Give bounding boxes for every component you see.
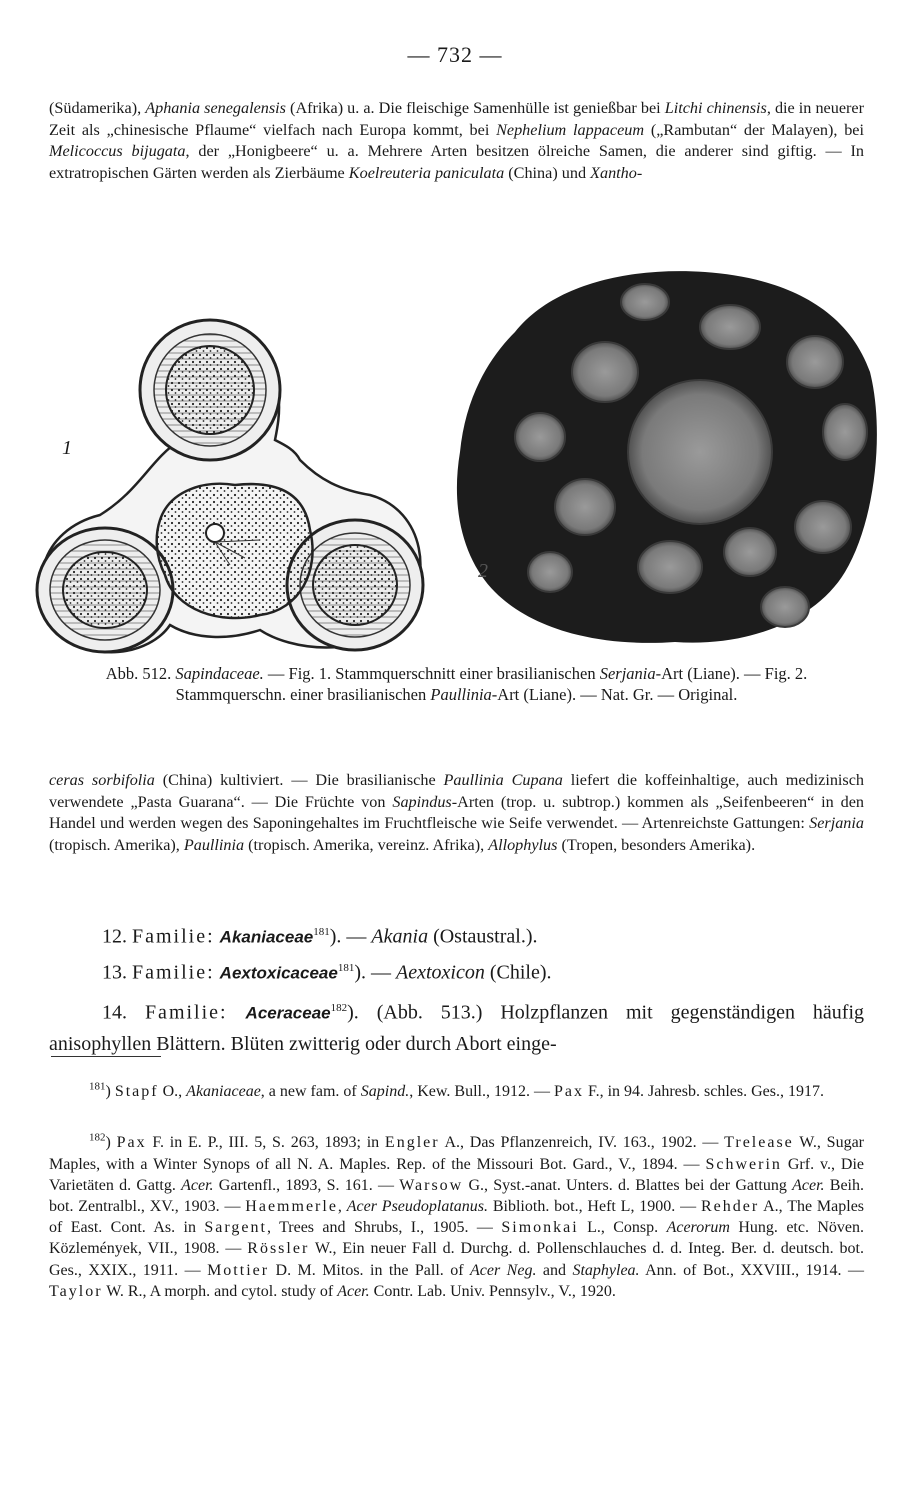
text-run: („Rambutan“ der Malayen), bei [644,120,864,139]
text-run: Mottier [207,1261,270,1279]
italic-term: Acer Neg. [470,1261,537,1279]
text-run: F. in E. P., III. 5, S. 263, 1893; in [146,1134,385,1152]
family-13-word: Familie: [132,961,215,984]
text-run: , Trees and Shrubs, I., 1905. — [266,1219,502,1237]
text-run: Haemmerle [245,1197,338,1215]
text-run: Stapf [114,1083,159,1101]
text-run: (tropisch. Amerika, vereinz. Afrika), [244,835,489,854]
text-run: Rössler [247,1240,310,1258]
text-run: Trelease [724,1134,794,1152]
italic-term: Koelreuteria paniculata [348,163,505,182]
footnote-rule [51,1056,161,1057]
top-paragraph-text [49,99,864,182]
text-run: , die in neuerer Zeit als „chinesische Pflaume“ vielfach nach Europa kommt, bei [49,99,864,139]
text-run: Schwerin [705,1155,782,1173]
text-run: Pax [553,1083,584,1101]
text-run: Engler [384,1134,440,1152]
family-12-word: Familie: [132,925,215,948]
figure-label-1: 1 [62,437,72,459]
text-run: — Fig. 1. Stammquerschnitt einer brasilianischen [263,664,600,683]
italic-term: Litchi chinensis [664,99,767,117]
text-run: Biblioth. bot., Heft L, 1900. — [488,1197,701,1215]
page-number: — 732 — [407,42,503,67]
italic-term: Acerorum [666,1219,730,1237]
text-run: D. M. Mitos. in the Pall. of [269,1261,471,1279]
text-run: Hung. etc. Növen. Közlemények, VII., 1908. — [49,1219,865,1258]
footnote-182 [49,1128,864,1302]
family-13-footnote-ref: 181 [337,962,355,974]
text-run: Taylor [49,1282,103,1300]
text-run: Gartenfl., 1893, S. 161. — [213,1176,400,1194]
text-run: (China) kultiviert. — Die brasilianische [154,771,444,789]
family-13-region: (Chile). [484,961,552,984]
text-run: -Art (Liane). — Fig. 2. Stammquerschn. einer brasilianischen [175,664,808,704]
mid-paragraph [49,770,864,856]
family-14-word: Familie: [144,1001,228,1024]
italic-term: Sapindaceae. [175,664,264,683]
text-run: L., Consp. [578,1219,667,1237]
italic-term: Acer Pseudoplatanus. [346,1197,489,1215]
italic-term: Paullinia [183,835,245,854]
italic-term: Acer. [792,1176,825,1194]
text-run: Rehder [700,1197,760,1215]
italic-term: Xantho- [590,163,643,182]
text-run: (Südamerika), [49,99,146,117]
text-run: and [536,1261,573,1279]
text-run: F., in 94. Jahresb. schles. Ges., 1917. [583,1083,824,1101]
family-14-paragraph [49,993,864,1059]
family-12-name: Akaniaceae [219,927,314,947]
text-run: A., The Maples of East. Cont. As. in [49,1197,865,1237]
footnote-marker: 181 [89,1081,106,1093]
text-run: ) [105,1083,115,1101]
italic-term: Serjania [599,664,656,683]
text-run: Abb. 512. [105,664,176,683]
figure-1-drawing [30,290,450,660]
figure-caption-text [106,664,808,704]
footnote-182-text [49,1134,864,1299]
text-run: Pax [116,1134,147,1152]
text-run: -Art (Liane). — Nat. Gr. — Original. [491,684,738,704]
family-14-name: Aceraceae [245,1003,331,1023]
family-12-dash: ). — [329,925,372,948]
family-13-name: Aextoxicaceae [219,963,338,983]
family-13-dash: ). — [354,961,396,984]
italic-term: Serjania [809,814,864,833]
text-run: Simonkai [501,1219,579,1237]
text-run: Contr. Lab. Univ. Pennsylv., V., 1920. [369,1282,616,1300]
figure-caption [49,664,864,705]
italic-term: Acer. [181,1176,214,1194]
text-run: ) [105,1134,117,1152]
text-run: W., Sugar Maples, with a Winter Synops of all N. A. Maples. Rep. of the Missouri Bot. Gard., V., 1894. — [49,1134,865,1173]
text-run: , Kew. Bull., 1912. — [409,1083,554,1101]
text-run: A., Das Pflanzenreich, IV. 163., 1902. — [439,1134,725,1152]
text-run: W. R., A morph. and cytol. study of [102,1282,338,1300]
text-run: W., Ein neuer Fall d. Durchg. d. Pollenschlauches d. d. Integ. Ber. d. deutsch. bot. Ges., XXIX., 1911. — [49,1240,864,1279]
fig1-pith [206,524,224,542]
text-run: , der „Honigbeere“ u. a. Mehrere Arten besitzen ölreiche Samen, die anderer sind giftig. — In extratropischen Gärten werden als Zierbäume [49,142,864,182]
italic-term: Paullinia Cupana [443,771,563,789]
italic-term: Allophylus [488,835,558,854]
italic-term: Acer. [337,1282,370,1300]
text-run: O., [158,1083,187,1101]
fig1-central-lobe [157,484,313,618]
family-13-genus: Aextoxicon [395,961,485,984]
text-run: (Afrika) u. a. Die fleischige Samenhülle ist genießbar bei [285,99,665,117]
family-12-region: (Ostaustral.). [428,925,538,948]
family-14-text: ). (Abb. 513.) Holzpflanzen mit gegenständigen häufig anisophyllen Blättern. Blüten zwitterig oder durch Abort einge- [49,1001,865,1055]
text-run: Warsow [399,1176,464,1194]
text-run: Sargent [204,1219,267,1237]
footnote-181-text [89,1083,824,1100]
italic-term: Staphylea. [572,1261,640,1279]
text-run: Ann. of Bot., XXVIII., 1914. — [639,1261,865,1279]
italic-term: Paullinia [430,684,492,704]
fig2-central-cell [628,380,772,524]
family-12-footnote-ref: 181 [313,926,330,938]
text-run: -Arten (trop. u. subtrop.) kommen als „Seifenbeeren“ in den Handel und werden wegen des Saponingehaltes im Fruchtfleische wie Seife verwendet. — Artenreichste Gattungen: [49,792,865,833]
footnote-marker: 182 [89,1132,106,1144]
family-12-genus: Akania [371,925,429,948]
text-run: Grf. v., Die Varietäten d. Gattg. [49,1155,864,1194]
italic-term: Sapindus [392,792,452,811]
italic-term: Melicoccus bijugata [49,142,186,161]
top-paragraph [49,98,864,184]
text-run: , a new fam. of [260,1083,361,1101]
footnote-181 [49,1077,864,1103]
text-run: , [337,1197,347,1215]
italic-term: Aphania senegalensis [145,99,286,117]
italic-term: Nephelium lappaceum [496,120,645,139]
family-14-footnote-ref: 182 [330,1002,348,1014]
text-run: liefert die koffeinhaltige, auch medizinisch verwendete „Pasta Guarana“. — Die Früchte von [49,771,864,811]
mid-paragraph-text [49,771,864,854]
family-14-number: 14. [102,1001,127,1024]
text-run: (Tropen, besonders Amerika). [557,835,756,854]
text-run: Beih. bot. Zentralbl., XV., 1903. — [49,1176,865,1215]
family-13-heading [102,954,551,988]
italic-term: Sapind. [360,1083,410,1101]
text-run: G., Syst.-anat. Unters. d. Blattes bei der Gattung [463,1176,793,1194]
italic-term: Akaniaceae [186,1083,261,1101]
family-12-heading [102,918,538,952]
figure-label-2: 2 [478,560,488,582]
text-run: (China) und [504,163,591,182]
italic-term: ceras sorbifolia [49,771,155,789]
family-13-number: 13. [102,961,127,984]
figure-2-photo [445,262,885,652]
text-run: (tropisch. Amerika), [49,835,184,854]
family-12-number: 12. [102,925,127,948]
